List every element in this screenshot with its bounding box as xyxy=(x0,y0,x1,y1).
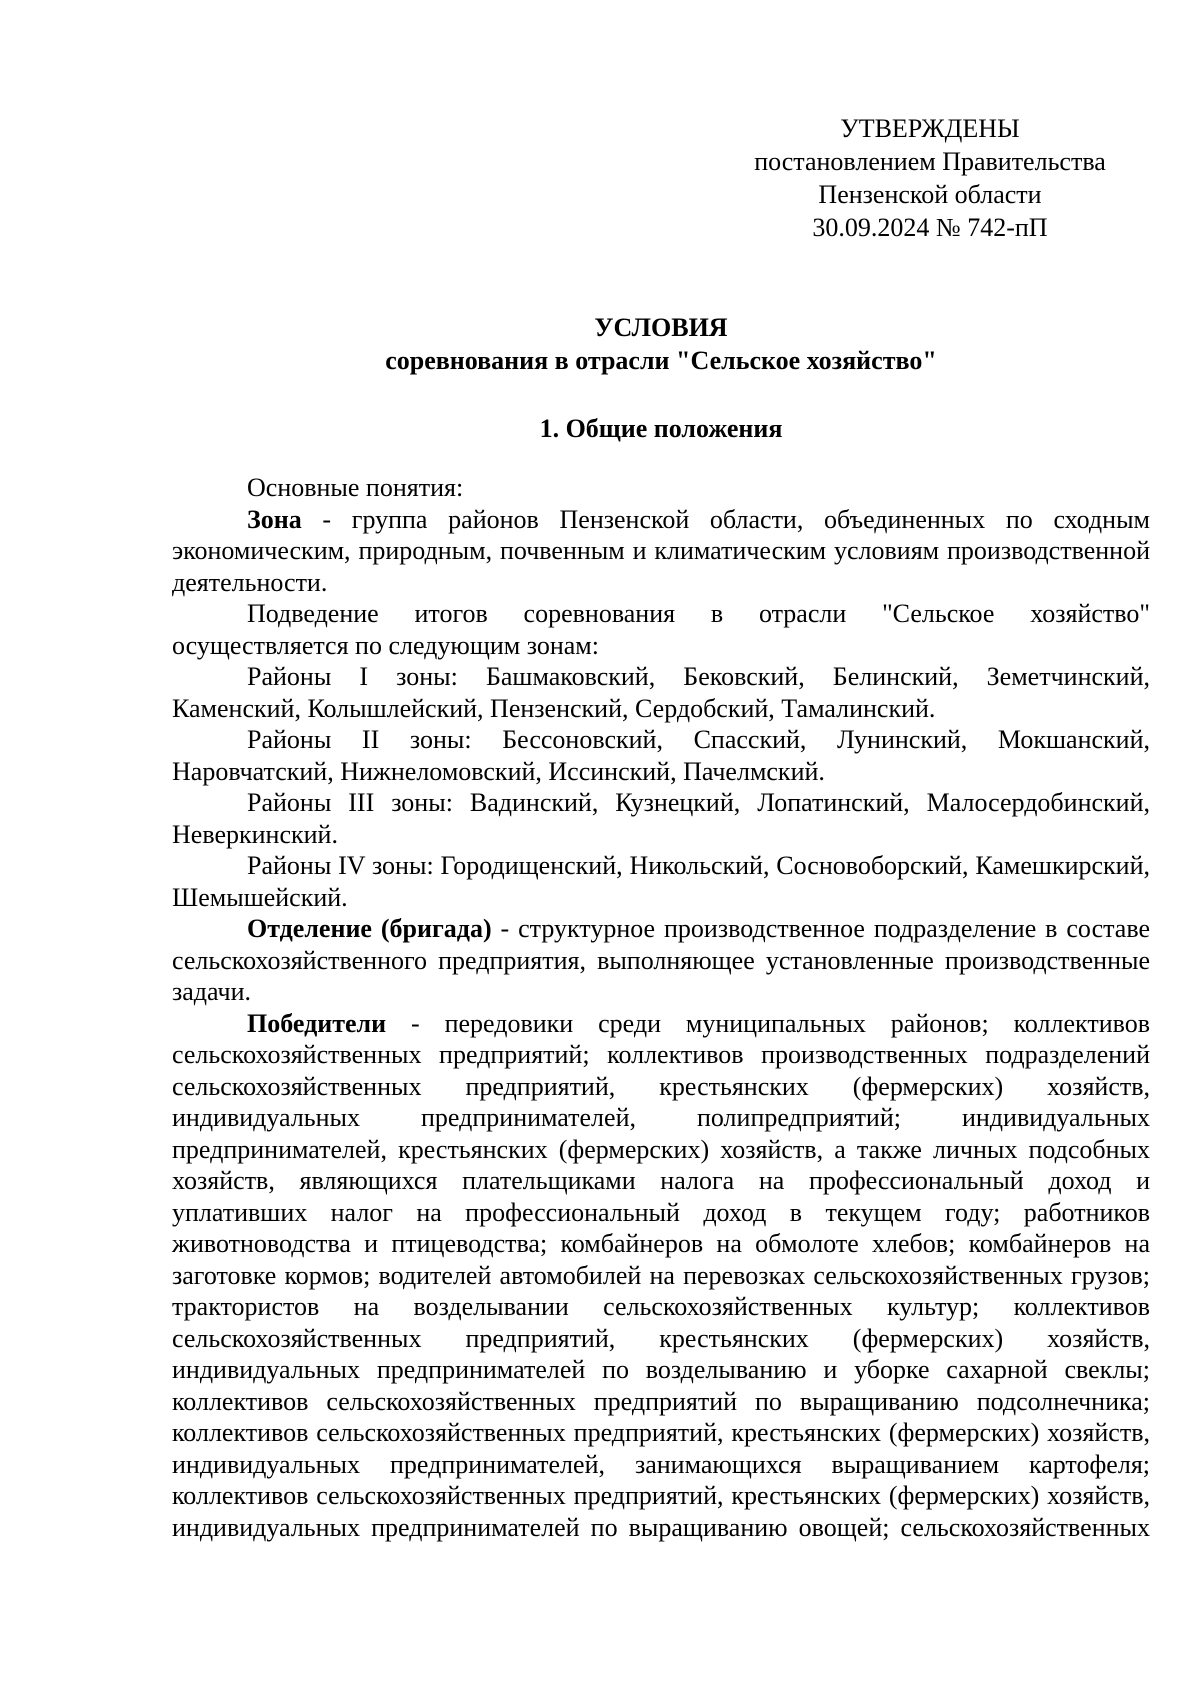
zone-4-paragraph: Районы IV зоны: Городищенский, Никольский, Сосновоборский, Камешкирский, Шемышейский. xyxy=(172,851,1150,912)
section-heading: 1. Общие положения xyxy=(539,414,783,443)
zone-definition-text: - группа районов Пензенской области, объединенных по сходным экономическим, природным, почвенным и климатическим условиям производственной деятельности. xyxy=(172,504,1150,597)
brigade-term: Отделение (бригада) xyxy=(247,914,492,943)
approval-line-region: Пензенской области xyxy=(818,180,1042,209)
intro-paragraph: Основные понятия: xyxy=(247,473,464,502)
title-conditions: УСЛОВИЯ xyxy=(594,313,728,342)
title-subtitle: соревнования в отрасли "Сельское хозяйство" xyxy=(385,346,937,375)
approval-line-approved: УТВЕРЖДЕНЫ xyxy=(840,114,1020,143)
summary-paragraph: Подведение итогов соревнования в отрасли "Сельское хозяйство" осуществляется по следующим зонам: xyxy=(172,599,1150,660)
zone-3-paragraph: Районы III зоны: Вадинский, Кузнецкий, Лопатинский, Малосердобинский, Неверкинский. xyxy=(172,788,1150,849)
zone-definition xyxy=(172,504,1150,599)
document-title xyxy=(172,311,1150,377)
zone-1-paragraph: Районы I зоны: Башмаковский, Бековский, Белинский, Земетчинский, Каменский, Колышлейский, Пензенский, Сердобский, Тамалинский. xyxy=(172,662,1150,723)
approval-stamp xyxy=(730,112,1130,244)
zone-term: Зона xyxy=(247,504,302,534)
brigade-definition xyxy=(172,913,1150,1008)
approval-line-resolution: постановлением Правительства xyxy=(754,147,1106,176)
approval-line-date-number: 30.09.2024 № 742-пП xyxy=(812,213,1048,242)
zone-2-paragraph: Районы II зоны: Бессоновский, Спасский, Лунинский, Мокшанский, Наровчатский, Нижнеломовский, Иссинский, Пачелмский. xyxy=(172,725,1150,786)
winners-definition xyxy=(172,1008,1150,1544)
winners-definition-text: - передовики среди муниципальных районов; коллективов сельскохозяйственных предприятий; коллективов производственных подразделений сельскохозяйственных предприятий, крестьянских (фермерских) хозяйств, индивидуальных предпринимателей, полипредприятий; индивидуальных предпринимателей, крестьянских (фермерских) хозяйств, а также личных подсобных хозяйств, являющихся плательщиками налога на профессиональный доход и уплативших налог на профессиональный доход в текущем году; работников животноводства и птицеводства; комбайнеров на обмолоте хлебов; комбайнеров на заготовке кормов; водителей автомобилей на перевозках сельскохозяйственных грузов; трактористов на возделывании сельскохозяйственных культур; коллективов сельскохозяйственных предприятий, крестьянских (фермерских) хозяйств, индивидуальных предпринимателей по возделыванию и уборке сахарной свеклы; коллективов сельскохозяйственных предприятий по выращиванию подсолнечника; коллективов сельскохозяйственных предприятий, крестьянских (фермерских) хозяйств, индивидуальных предпринимателей, занимающихся выращиванием картофеля; коллективов сельскохозяйственных предприятий, крестьянских (фермерских) хозяйств, индивидуальных предпринимателей по выращиванию овощей; сельскохозяйственных xyxy=(172,1008,1150,1542)
brigade-definition-text: - структурное производственное подразделение в составе сельскохозяйственного предприятия, выполняющее установленные производственные задачи. xyxy=(172,914,1150,1006)
winners-term: Победители xyxy=(247,1008,387,1038)
section-body xyxy=(172,472,1150,1543)
